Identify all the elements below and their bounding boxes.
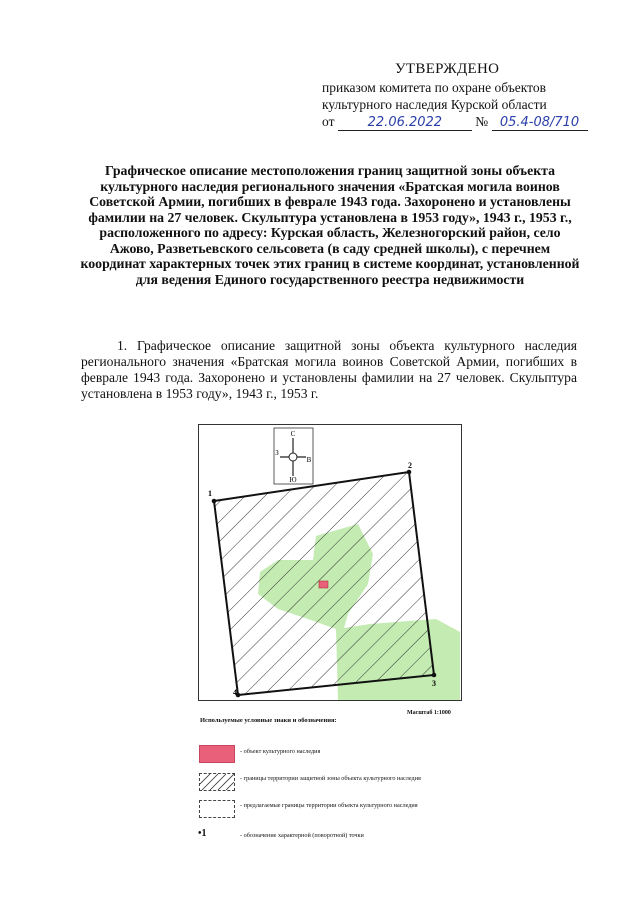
approval-date: 22.06.2022: [338, 115, 472, 131]
compass-east: В: [306, 456, 312, 464]
legend-point-symbol: •1: [198, 828, 207, 839]
point-1-label: 1: [208, 489, 212, 498]
heritage-object: [319, 581, 328, 588]
compass-south: Ю: [289, 476, 297, 484]
boundary-map: [198, 424, 462, 701]
legend-object-swatch: [199, 745, 235, 763]
point-3-marker: [432, 673, 437, 678]
legend-point-text: - обозначение характерной (поворотной) точки: [240, 832, 364, 839]
legend-proposed-text: - предлагаемые границы территории объекта культурного наследия: [240, 802, 418, 809]
point-2-marker: [407, 470, 412, 475]
approval-title: УТВЕРЖДЕНО: [395, 61, 500, 77]
map-scale: Масштаб 1:1000: [407, 710, 451, 716]
approval-number: 05.4-08/710: [492, 115, 588, 131]
legend-object-text: - объект культурного наследия: [240, 748, 321, 755]
point-2-label: 2: [408, 461, 412, 470]
paragraph-1: 1. Графическое описание защитной зоны объекта культурного наследия регионального значения «Братская могила воинов Советской Армии, погибших в феврале 1943 года. Захоронено и установлены фамилии на 27 человек. Скульптура установлена в 1953 году», 1943 г., 1953 г.: [81, 338, 577, 401]
compass-west: З: [275, 449, 279, 457]
compass-north: С: [290, 430, 296, 438]
legend-title: Используемые условные знаки и обозначения:: [200, 717, 337, 724]
approval-order-line2: культурного наследия Курской области: [322, 97, 547, 112]
point-3-label: 3: [432, 679, 436, 688]
legend-zone-text: - границы территории защитной зоны объекта культурного наследия: [240, 775, 421, 782]
from-label: от: [322, 114, 335, 129]
legend-proposed-swatch: [199, 800, 235, 818]
number-label: №: [475, 114, 489, 129]
document-title: Графическое описание местоположения границ защитной зоны объекта культурного наследия регионального значения «Братская могила воинов Советской Армии, погибших в феврале 1943 года. Захоронено и установлены фамилии на 27 человек. Скульптура установлена в 1953 году», 1943 г., 1953 г., расположенного по адресу: Курская область, Железногорский район, село Ажово, Разветьевского сельсовета (в саду средней школы), с перечнем координат характерных точек этих границ в системе координат, установленной для ведения Единого государственного реестра недвижимости: [80, 163, 580, 287]
point-4-label: 4: [233, 688, 237, 697]
protection-zone-hatch: [198, 424, 462, 701]
approval-order-line1: приказом комитета по охране объектов: [322, 80, 546, 95]
approval-date-number-line: [322, 114, 588, 131]
point-1-marker: [212, 499, 217, 504]
legend-zone-swatch: [199, 773, 235, 791]
compass-rose: [274, 428, 313, 484]
